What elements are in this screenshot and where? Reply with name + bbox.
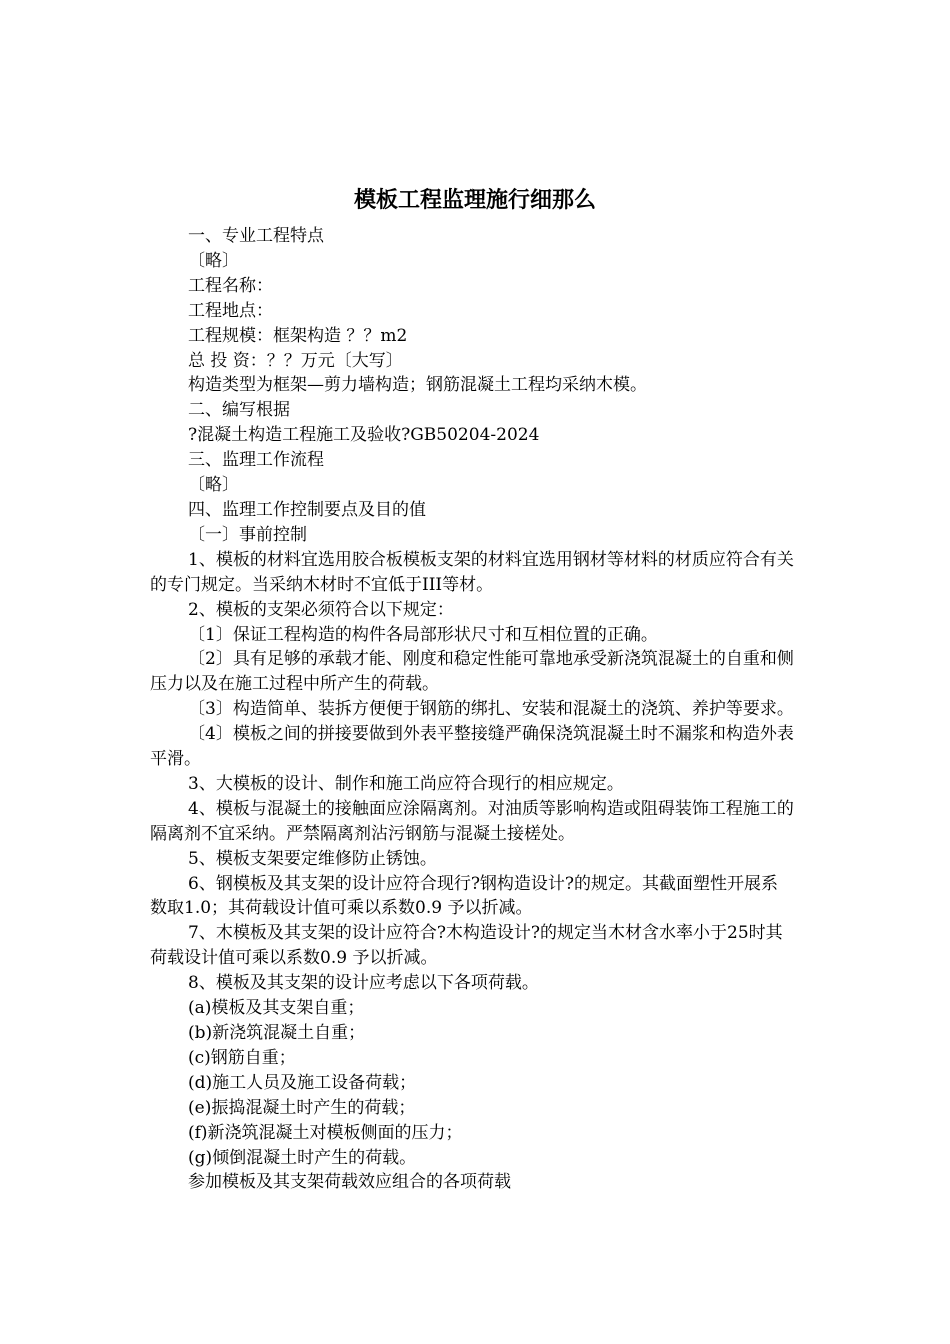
paragraph: 〔略〕: [188, 250, 239, 271]
paragraph: 〔2〕具有足够的承载才能、刚度和稳定性能可靠地承受新浇筑混凝土的自重和侧压力以及在施工过程中所产生的荷载。: [150, 649, 794, 695]
paragraph: 构造类型为框架—剪力墙构造；钢筋混凝土工程均采纳木模。: [188, 375, 647, 396]
paragraph: 〔略〕: [188, 475, 239, 496]
paragraph: 6、钢模板及其支架的设计应符合现行?钢构造设计?的规定。其截面塑性开展系数取1.0；其荷载设计值可乘以系数0.9 予以折减。: [150, 873, 779, 919]
document-title: 模板工程监理施行细那么: [353, 188, 596, 213]
subsection-heading: 〔一〕事前控制: [188, 524, 307, 545]
paragraph: 1、模板的材料宜选用胶合板模板支架的材料宜选用钢材等材料的材质应符合有关的专门规定。当采纳木材时不宜低于III等材。: [150, 549, 794, 595]
paragraph: 5、模板支架要定维修防止锈蚀。: [188, 848, 437, 869]
paragraph: ?混凝土构造工程施工及验收?GB50204-2024: [188, 425, 540, 446]
paragraph: 2、模板的支架必须符合以下规定：: [188, 599, 454, 620]
paragraph: 总 投 资：？？万元〔大写〕: [188, 350, 403, 371]
section-heading: 二、编写根据: [188, 400, 290, 421]
paragraph: 〔3〕构造简单、装拆方便便于钢筋的绑扎、安装和混凝土的浇筑、养护等要求。: [188, 699, 794, 720]
section-heading: 一、专业工程特点: [188, 226, 324, 246]
document-body: [150, 224, 795, 1195]
list-item: (g)倾倒混凝土时产生的荷载。: [188, 1147, 417, 1168]
section-heading: 四、监理工作控制要点及目的值: [188, 499, 426, 520]
paragraph: 工程规模：框架构造 ？？m2: [188, 325, 408, 346]
paragraph: 4、模板与混凝土的接触面应涂隔离剂。对油质等影响构造或阻碍装饰工程施工的隔离剂不宜采纳。严禁隔离剂沾污钢筋与混凝土接槎处。: [150, 798, 794, 844]
list-item: (c)钢筋自重；: [188, 1047, 296, 1068]
paragraph: 〔1〕保证工程构造的构件各局部形状尺寸和互相位置的正确。: [188, 624, 658, 645]
paragraph: 工程地点：: [188, 300, 273, 321]
list-item: (e)振捣混凝土时产生的荷载；: [188, 1097, 416, 1118]
paragraph: 7、木模板及其支架的设计应符合?木构造设计?的规定当木材含水率小于25时其荷载设计值可乘以系数0.9 予以折减。: [150, 923, 783, 969]
paragraph: 〔4〕模板之间的拼接要做到外表平整接缝严确保浇筑混凝土时不漏浆和构造外表平滑。: [150, 724, 794, 770]
list-item: (d)施工人员及施工设备荷载；: [188, 1072, 417, 1093]
paragraph: 参加模板及其支架荷载效应组合的各项荷载: [188, 1172, 511, 1193]
list-item: (a)模板及其支架自重；: [188, 998, 365, 1019]
paragraph: 3、大模板的设计、制作和施工尚应符合现行的相应规定。: [188, 773, 624, 794]
paragraph: 8、模板及其支架的设计应考虑以下各项荷载。: [188, 973, 539, 994]
list-item: (b)新浇筑混凝土自重；: [188, 1023, 366, 1043]
paragraph: 工程名称：: [188, 275, 273, 296]
list-item: (f)新浇筑混凝土对模板侧面的压力；: [188, 1122, 463, 1143]
section-heading: 三、监理工作流程: [188, 450, 324, 471]
